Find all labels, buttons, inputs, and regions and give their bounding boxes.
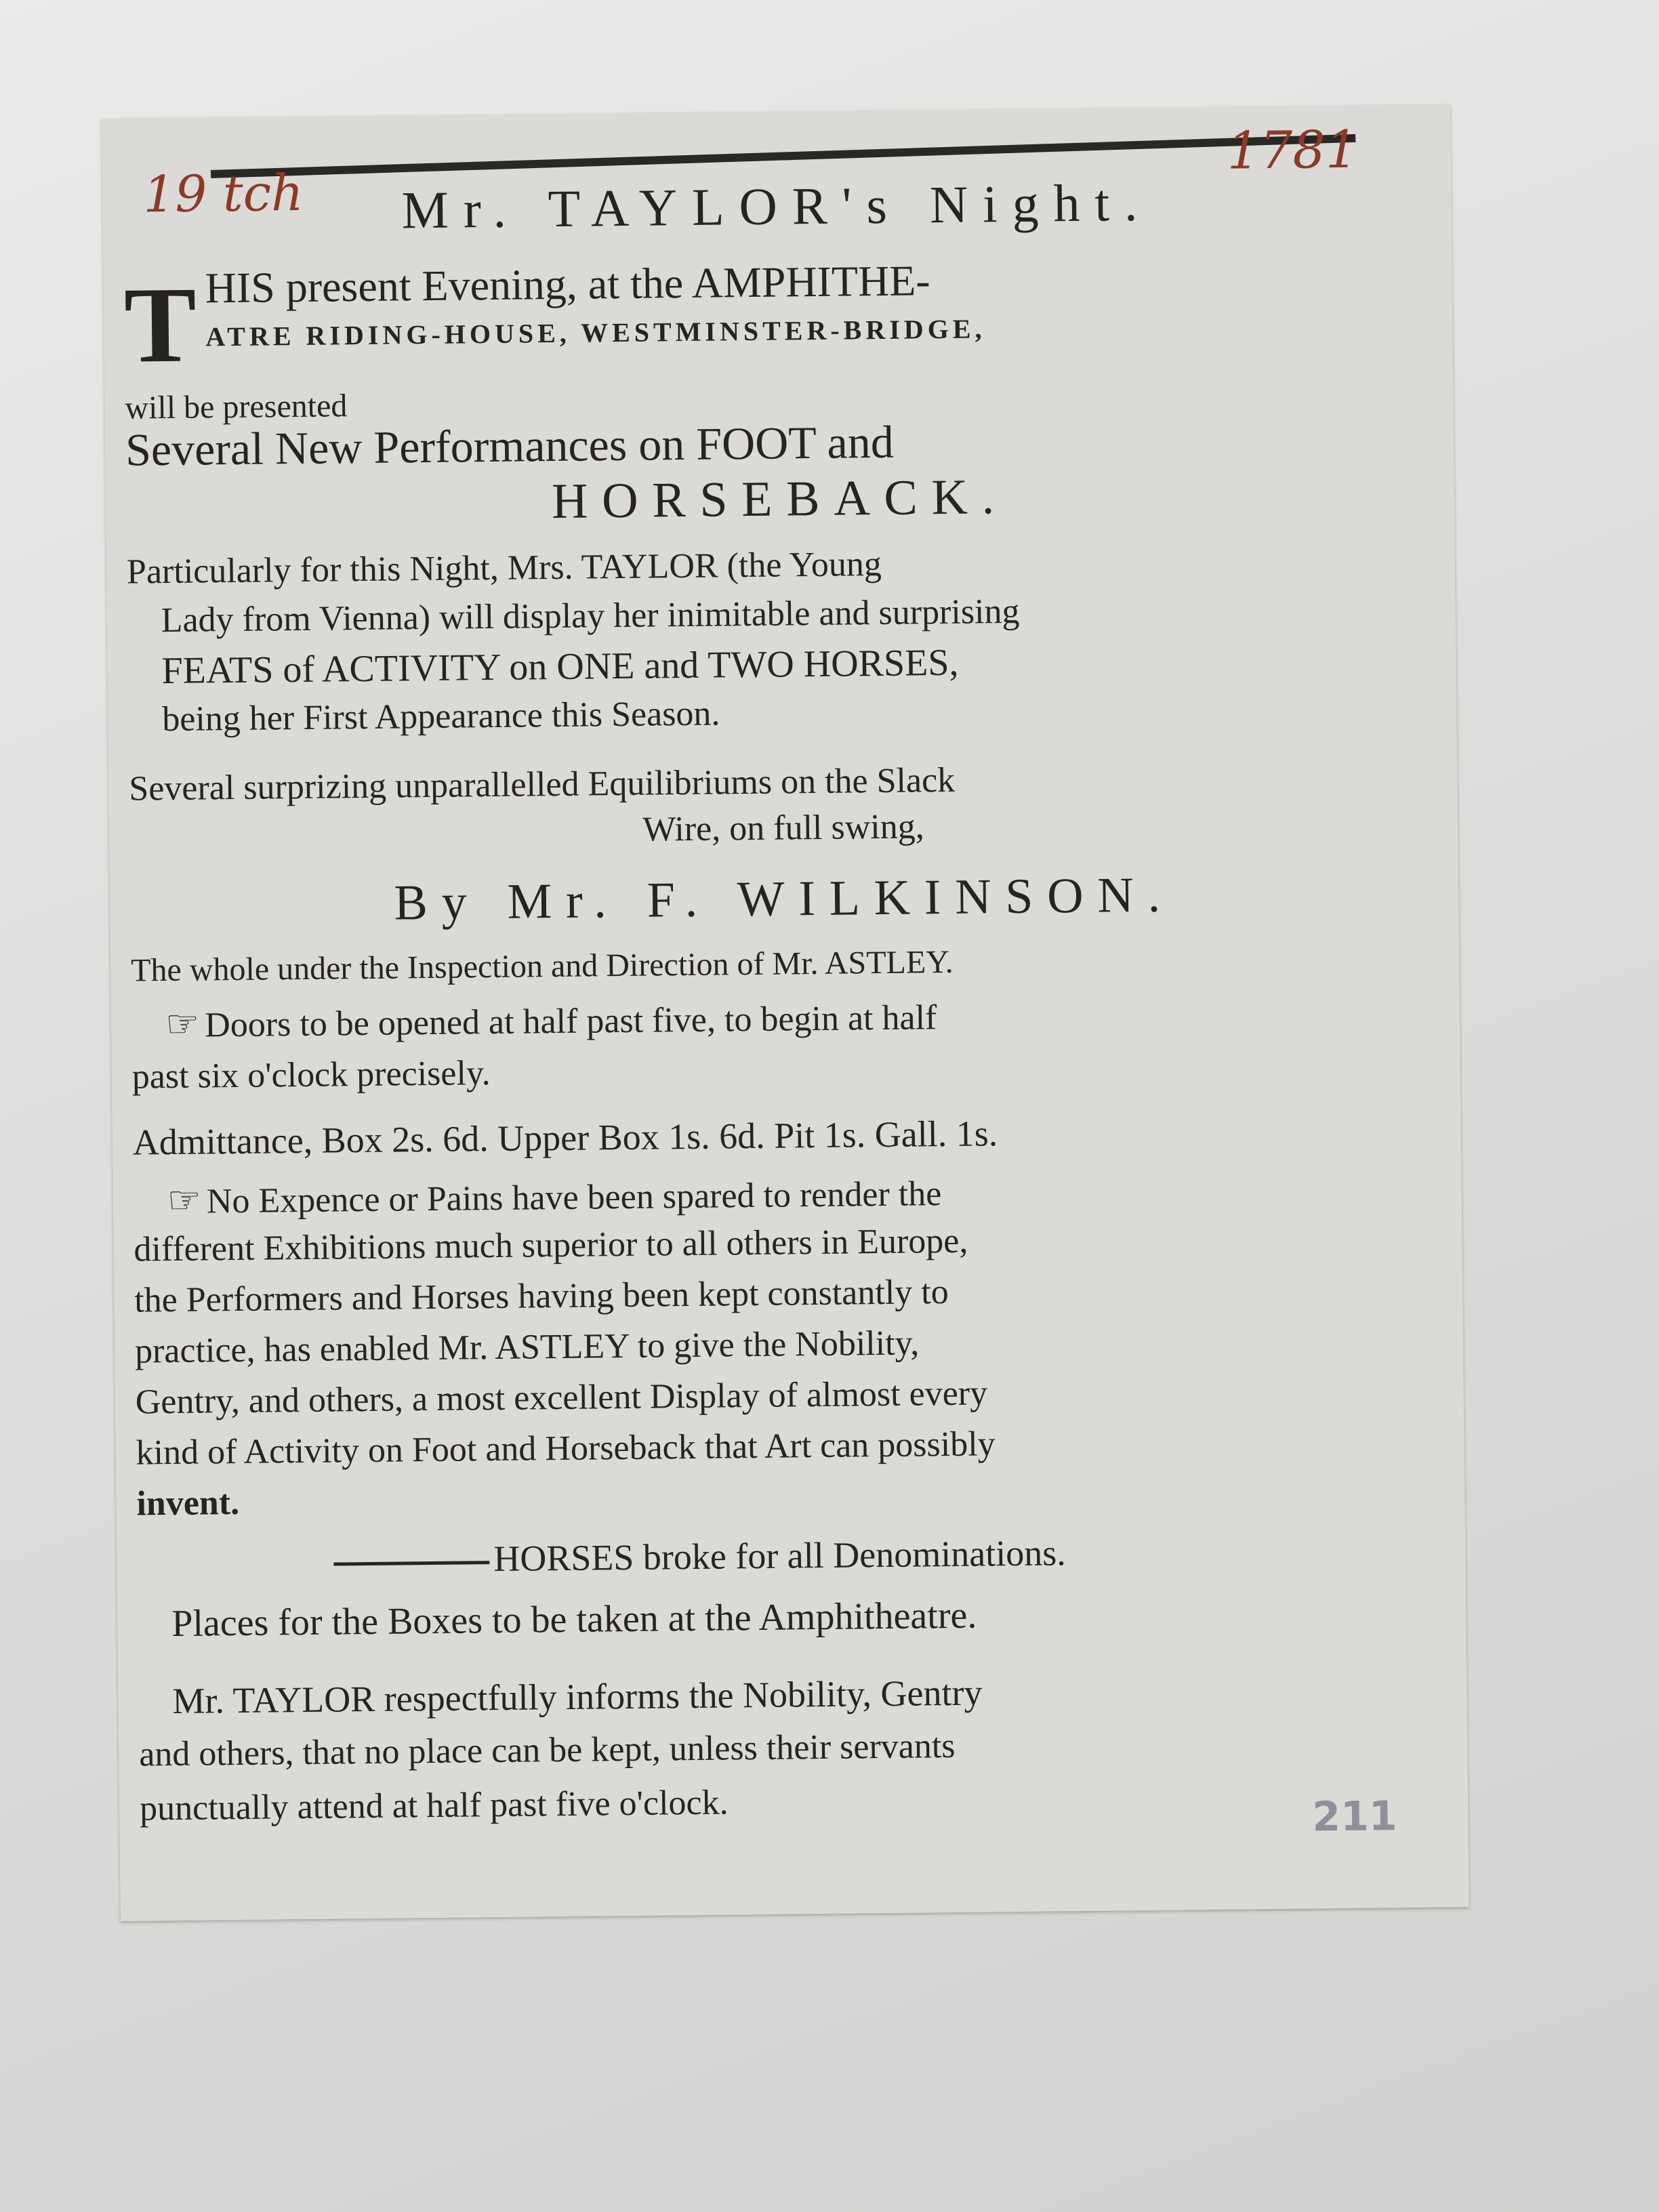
particularly-line-1: Particularly for this Night, Mrs. TAYLOR (the Young — [126, 544, 882, 592]
equilibriums-line-1: Several surprizing unparallelled Equilibriums on the Slack — [129, 760, 956, 808]
leading-dash — [333, 1561, 489, 1565]
intro-line-1: HIS present Evening, at the AMPHITHE- — [205, 256, 930, 312]
expence-line-6: kind of Activity on Foot and Horseback that Art can possibly — [136, 1425, 996, 1473]
notice-line-3: punctually attend at half past five o'clock. — [139, 1783, 729, 1828]
doors-text-1: Doors to be opened at half past five, to begin at half — [204, 998, 937, 1045]
pointing-hand-icon: ☞ — [165, 1003, 200, 1046]
particularly-line-4: being her First Appearance this Season. — [161, 694, 720, 739]
places-line: Places for the Boxes to be taken at the Amphitheatre. — [171, 1594, 977, 1645]
expence-line-2: different Exhibitions much superior to all others in Europe, — [134, 1221, 968, 1269]
pencil-page-number: 211 — [1311, 1793, 1397, 1841]
advert-title: Mr. TAYLOR's Night. — [401, 172, 1153, 240]
newspaper-clipping — [102, 104, 1469, 1921]
performances-line-1: Several New Performances on FOOT and — [125, 415, 895, 476]
expence-line-7: invent. — [136, 1483, 240, 1523]
particularly-line-2: Lady from Vienna) will display her inimitable and surprising — [161, 592, 1020, 640]
expence-line-3: the Performers and Horses having been kept constantly to — [134, 1273, 949, 1320]
expence-text-1: No Expence or Pains have been spared to render the — [206, 1174, 942, 1221]
doors-line-1 — [165, 994, 937, 1046]
performances-line-2: HORSEBACK. — [551, 469, 1009, 530]
drop-cap: T — [123, 264, 197, 386]
notice-line-2: and others, that no place can be kept, unless their servants — [138, 1726, 956, 1774]
pointing-hand-icon: ☞ — [167, 1179, 202, 1223]
expence-line-1 — [167, 1170, 941, 1223]
expence-line-5: Gentry, and others, a most excellent Display of almost every — [135, 1374, 988, 1422]
by-line: By Mr. F. WILKINSON. — [394, 867, 1175, 931]
equilibriums-line-2: Wire, on full swing, — [642, 807, 924, 849]
intro-line-2: ATRE RIDING-HOUSE, WESTMINSTER-BRIDGE, — [205, 313, 986, 352]
notice-line-1: Mr. TAYLOR respectfully informs the Nobility, Gentry — [172, 1672, 983, 1722]
handwritten-date-left: 19 tch — [142, 163, 304, 224]
handwritten-year: 1781 — [1227, 119, 1359, 181]
expence-line-4: practice, has enabled Mr. ASTLEY to give the Nobility, — [134, 1324, 920, 1371]
inspection-line: The whole under the Inspection and Direction of Mr. ASTLEY. — [130, 943, 954, 989]
horses-broke-line — [333, 1532, 1066, 1581]
doors-line-2: past six o'clock precisely. — [131, 1054, 491, 1097]
particularly-line-3: FEATS of ACTIVITY on ONE and TWO HORSES, — [161, 641, 959, 693]
intro-line-3: will be presented — [125, 388, 348, 426]
horses-broke-text: HORSES broke for all Denominations. — [493, 1532, 1066, 1580]
admittance-line: Admittance, Box 2s. 6d. Upper Box 1s. 6d. Pit 1s. Gall. 1s. — [132, 1113, 998, 1163]
